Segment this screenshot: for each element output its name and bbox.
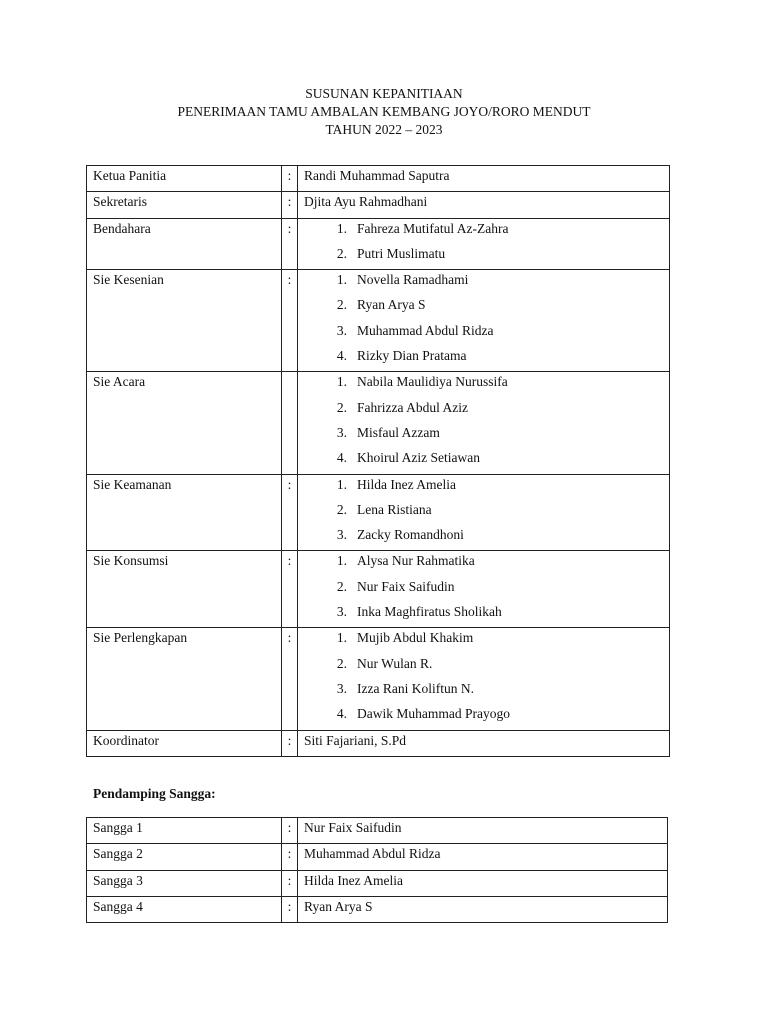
member-item <box>304 475 669 500</box>
member-number: 3. <box>336 680 347 696</box>
separator-colon: : <box>287 732 292 748</box>
member-name: Putri Muslimatu <box>357 245 446 261</box>
member-item <box>304 679 669 704</box>
committee-row <box>87 474 670 551</box>
member-item <box>304 295 669 320</box>
member-name: Alysa Nur Rahmatika <box>357 553 475 569</box>
member-number: 1. <box>336 630 347 646</box>
role-label: Koordinator <box>93 732 159 748</box>
members-cell <box>298 372 670 474</box>
members-cell <box>298 628 670 730</box>
committee-row <box>87 628 670 730</box>
title-line-3: TAHUN 2022 – 2023 <box>325 122 443 137</box>
separator-colon: : <box>287 872 292 888</box>
member-item <box>304 398 669 423</box>
role-cell <box>87 218 282 270</box>
role-label: Sie Perlengkapan <box>93 630 188 646</box>
member-item <box>304 219 669 244</box>
member-number: 2. <box>336 655 347 671</box>
separator-colon: : <box>287 630 292 646</box>
member-name: Nur Faix Saifudin <box>357 578 455 594</box>
member-number: 3. <box>336 604 347 620</box>
separator-cell <box>282 270 298 372</box>
member-number: 1. <box>336 272 347 288</box>
role-label: Sekretaris <box>93 194 147 210</box>
role-cell <box>87 474 282 551</box>
member-name: Siti Fajariani, S.Pd <box>304 732 407 748</box>
role-label: Sie Keamanan <box>93 476 172 492</box>
member-item <box>304 321 669 346</box>
sangga-label: Sangga 4 <box>93 898 143 914</box>
role-cell <box>87 372 282 474</box>
members-cell <box>298 730 670 756</box>
members-cell <box>298 551 670 628</box>
sangga-role-cell <box>87 870 282 896</box>
member-name: Inka Maghfiratus Sholikah <box>357 604 502 620</box>
member-number: 2. <box>336 399 347 415</box>
sangga-name-cell <box>298 818 668 844</box>
member-item <box>304 731 669 756</box>
separator-colon: : <box>287 194 292 210</box>
member-item <box>304 500 669 525</box>
role-cell <box>87 730 282 756</box>
member-name: Nabila Maulidiya Nurussifa <box>357 374 508 390</box>
role-label: Sie Konsumsi <box>93 553 169 569</box>
member-item <box>304 448 669 473</box>
member-number: 1. <box>336 374 347 390</box>
member-number: 1. <box>336 553 347 569</box>
member-item <box>304 602 669 627</box>
separator-colon: : <box>287 820 292 835</box>
role-label: Ketua Panitia <box>93 168 167 183</box>
member-number: 4. <box>336 348 347 364</box>
separator-cell <box>282 844 298 870</box>
pendamping-heading: Pendamping Sangga: <box>93 786 216 801</box>
sangga-row <box>87 896 668 922</box>
separator-cell <box>282 372 298 474</box>
separator-cell <box>282 870 298 896</box>
member-item <box>304 423 669 448</box>
member-name: Misfaul Azzam <box>357 424 440 440</box>
member-item <box>304 166 669 191</box>
role-cell <box>87 166 282 192</box>
members-cell <box>298 192 670 218</box>
sangga-table <box>86 817 668 923</box>
member-item <box>304 346 669 371</box>
sangga-name-cell <box>298 870 668 896</box>
member-number: 4. <box>336 450 347 466</box>
role-label: Sie Acara <box>93 374 146 390</box>
separator-colon: : <box>287 476 292 492</box>
member-number: 4. <box>336 706 347 722</box>
sangga-role-cell <box>87 896 282 922</box>
sangga-role-cell <box>87 818 282 844</box>
member-name: Mujib Abdul Khakim <box>357 630 474 646</box>
sangga-label: Sangga 1 <box>93 820 143 835</box>
separator-cell <box>282 628 298 730</box>
committee-row <box>87 218 670 270</box>
separator-cell <box>282 896 298 922</box>
role-cell <box>87 192 282 218</box>
role-cell <box>87 270 282 372</box>
committee-row <box>87 372 670 474</box>
member-number: 1. <box>336 476 347 492</box>
committee-table <box>86 165 670 757</box>
member-name: Dawik Muhammad Prayogo <box>357 706 510 722</box>
role-cell <box>87 551 282 628</box>
member-item <box>304 244 669 269</box>
member-item <box>304 270 669 295</box>
member-name: Lena Ristiana <box>357 501 432 517</box>
member-item <box>304 525 669 550</box>
sangga-row <box>87 844 668 870</box>
separator-colon: : <box>287 553 292 569</box>
sangga-name-cell <box>298 844 668 870</box>
member-number: 1. <box>336 220 347 236</box>
role-cell <box>87 628 282 730</box>
separator-cell <box>282 192 298 218</box>
separator-colon: : <box>287 168 292 183</box>
member-number: 3. <box>336 527 347 543</box>
member-name: Izza Rani Koliftun N. <box>357 680 474 696</box>
member-item <box>304 654 669 679</box>
member-item <box>304 628 669 653</box>
role-label: Bendahara <box>93 220 151 236</box>
pendamping-name: Ryan Arya S <box>304 898 373 914</box>
member-name: Fahreza Mutifatul Az-Zahra <box>357 220 509 236</box>
member-name: Khoirul Aziz Setiawan <box>357 450 480 466</box>
pendamping-name: Muhammad Abdul Ridza <box>304 846 441 862</box>
member-name: Djita Ayu Rahmadhani <box>304 194 428 210</box>
member-number: 2. <box>336 578 347 594</box>
member-name: Hilda Inez Amelia <box>357 476 456 492</box>
committee-row <box>87 730 670 756</box>
member-number: 3. <box>336 322 347 338</box>
role-label: Sie Kesenian <box>93 272 164 288</box>
committee-row <box>87 166 670 192</box>
member-number: 3. <box>336 424 347 440</box>
sangga-row <box>87 870 668 896</box>
committee-row <box>87 551 670 628</box>
member-name: Randi Muhammad Saputra <box>304 168 450 183</box>
separator-cell <box>282 166 298 192</box>
member-name: Fahrizza Abdul Aziz <box>357 399 468 415</box>
member-item <box>304 192 669 217</box>
member-name: Muhammad Abdul Ridza <box>357 322 494 338</box>
member-name: Ryan Arya S <box>357 297 426 313</box>
member-item <box>304 704 669 729</box>
separator-cell <box>282 551 298 628</box>
members-cell <box>298 166 670 192</box>
members-cell <box>298 474 670 551</box>
sangga-row <box>87 818 668 844</box>
sangga-label: Sangga 3 <box>93 872 143 888</box>
members-cell <box>298 270 670 372</box>
title-line-2: PENERIMAAN TAMU AMBALAN KEMBANG JOYO/RORO MENDUT <box>177 104 591 119</box>
sangga-name-cell <box>298 896 668 922</box>
committee-row <box>87 192 670 218</box>
separator-cell <box>282 818 298 844</box>
member-name: Rizky Dian Pratama <box>357 348 467 364</box>
member-item <box>304 551 669 576</box>
member-item <box>304 577 669 602</box>
title-line-1: SUSUNAN KEPANITIAAN <box>305 86 463 101</box>
separator-cell <box>282 474 298 551</box>
separator-colon <box>282 372 297 397</box>
member-number: 2. <box>336 297 347 313</box>
separator-cell <box>282 730 298 756</box>
separator-colon: : <box>287 272 292 288</box>
members-cell <box>298 218 670 270</box>
member-item <box>304 372 669 397</box>
separator-colon: : <box>287 898 292 914</box>
document-title <box>0 85 768 139</box>
member-name: Nur Wulan R. <box>357 655 433 671</box>
separator-colon: : <box>287 846 292 862</box>
sangga-label: Sangga 2 <box>93 846 143 862</box>
sangga-role-cell <box>87 844 282 870</box>
member-number: 2. <box>336 245 347 261</box>
committee-row <box>87 270 670 372</box>
member-number: 2. <box>336 501 347 517</box>
separator-colon: : <box>287 220 292 236</box>
pendamping-name: Nur Faix Saifudin <box>304 820 402 835</box>
separator-cell <box>282 218 298 270</box>
member-name: Novella Ramadhami <box>357 272 469 288</box>
pendamping-name: Hilda Inez Amelia <box>304 872 403 888</box>
member-name: Zacky Romandhoni <box>357 527 464 543</box>
